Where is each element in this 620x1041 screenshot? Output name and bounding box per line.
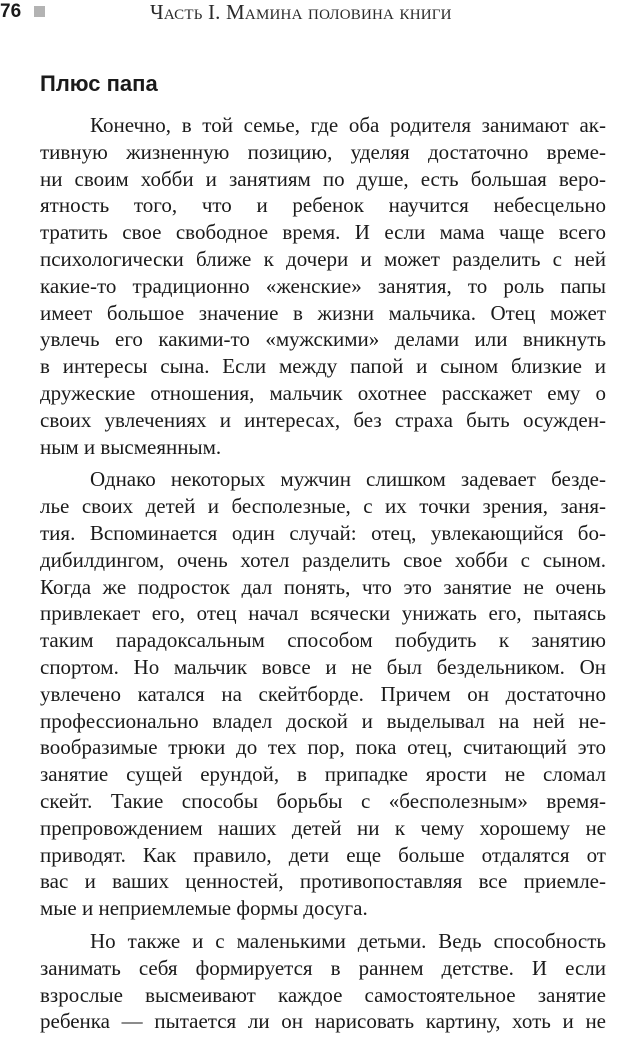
text-line: вас и ваших ценностей, противопоставляя все приемле-	[40, 869, 606, 894]
text-line: вообразимые трюки до тех пор, пока отец, считающий это	[40, 735, 606, 760]
text-line: лье своих детей и бесполезные, с их точки зрения, заня-	[40, 494, 606, 519]
paragraph	[40, 466, 606, 922]
text-line: профессионально владел доской и выделывал на ней не-	[40, 708, 606, 733]
running-head: Часть I. Мамина половина книги	[150, 0, 452, 24]
page-number: 76	[0, 1, 22, 22]
text-line: занимать себя формируется в раннем детстве. И если	[40, 955, 606, 980]
text-line: Когда же подросток дал понять, что это занятие не очень	[40, 574, 606, 599]
text-line: дибилдингом, очень хотел разделить свое хобби с сыном.	[40, 547, 606, 572]
text-line: таким парадоксальным способом побудить к занятию	[40, 628, 606, 653]
text-line: тия. Вспоминается один случай: отец, увлекающийся бо-	[40, 520, 606, 545]
section-title: Плюс папа	[40, 71, 158, 96]
text-line: тратить свое свободное время. И если мама чаще всего	[40, 220, 606, 245]
text-line: увлечено катался на скейтборде. Причем он достаточно	[40, 681, 606, 706]
text-line: приводят. Как правило, дети еще больше отдалятся от	[40, 842, 606, 867]
text-line: ни своим хобби и занятиям по душе, есть большая веро-	[40, 166, 606, 191]
text-line: Однако некоторых мужчин слишком задевает безде-	[90, 467, 606, 492]
text-line: какие-то традиционно «женские» занятия, то роль папы	[40, 273, 606, 298]
header-square-ornament	[34, 6, 45, 17]
text-line: мые и неприемлемые формы досуга.	[40, 896, 368, 921]
paragraph	[40, 112, 606, 460]
text-line: спортом. Но мальчик вовсе и не был бездельником. Он	[40, 654, 606, 679]
text-line: своих увлечениях и интересах, без страха быть осужден-	[40, 407, 606, 432]
text-line: препровождением наших детей ни к чему хорошему не	[40, 815, 606, 840]
body-text	[40, 112, 606, 1041]
text-line: дружеские отношения, мальчик охотнее расскажет ему о	[40, 380, 606, 405]
text-line: ятность того, что и ребенок научится небесцельно	[40, 193, 606, 218]
text-line: привлекает его, отец начал всячески унижать его, пытаясь	[40, 601, 606, 626]
text-line: в интересы сына. Если между папой и сыном близкие и	[40, 354, 606, 379]
text-line: ным и высмеянным.	[40, 434, 222, 459]
text-line: Конечно, в той семье, где оба родителя занимают ак-	[90, 113, 606, 137]
page-header	[0, 0, 620, 26]
text-line: увлечь его какими-то «мужскими» делами или вникнуть	[40, 327, 606, 352]
text-line: занятие сущей ерундой, в припадке ярости не сломал	[40, 762, 606, 787]
text-line: тивную жизненную позицию, уделяя достаточно време-	[40, 139, 606, 164]
text-line: Но также и с маленькими детьми. Ведь способность	[90, 928, 606, 953]
text-line: имеет большое значение в жизни мальчика. Отец может	[40, 300, 606, 325]
text-line: психологически ближе к дочери и может разделить с ней	[40, 246, 606, 271]
text-line: ребенка — пытается ли он нарисовать картину, хоть и не	[40, 1009, 606, 1034]
text-line: взрослые высмеивают каждое самостоятельное занятие	[40, 982, 606, 1007]
paragraph	[40, 928, 606, 1035]
text-line: скейт. Такие способы борьбы с «бесполезным» время-	[40, 788, 606, 813]
